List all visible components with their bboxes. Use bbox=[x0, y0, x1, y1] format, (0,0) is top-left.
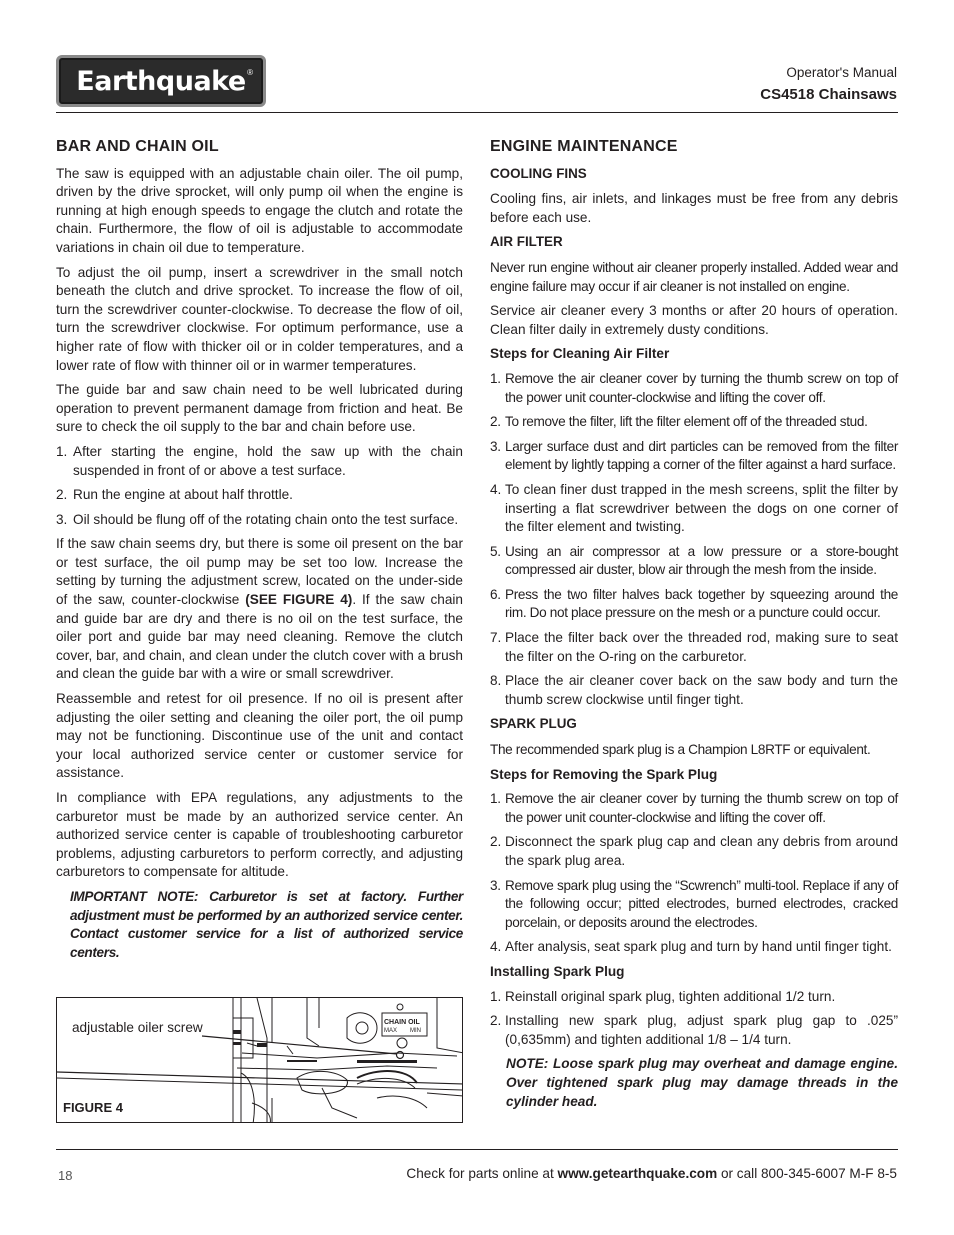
step-text: Place the filter back over the threaded rod, making sure to seat the filter on the O-ring on the carburetor. bbox=[505, 630, 898, 664]
step-text: Reinstall original spark plug, tighten additional 1/2 turn. bbox=[505, 988, 836, 1004]
step-number: 3. bbox=[490, 877, 501, 893]
paragraph: Service air cleaner every 3 months or after 20 hours of operation. Clean filter daily in extremely dusty conditions. bbox=[490, 303, 898, 337]
cooling-fins-heading: COOLING FINS bbox=[490, 165, 587, 181]
step-text: To clean finer dust trapped in the mesh screens, split the filter by inserting a flat screwdriver between the dogs on one corner of the filter element and twisting. bbox=[505, 481, 898, 535]
paragraph: The saw is equipped with an adjustable chain oiler. The oil pump, driven by the drive sprocket, will only pump oil when the engine is running at high enough speeds to engage the clutch and rotate the chain. Furthermore, the flow of oil is adjustable to accommodate variations in chain oil due to temperature. bbox=[56, 165, 463, 255]
step-text: After analysis, seat spark plug and turn by hand until finger tight. bbox=[505, 939, 892, 955]
decal-min: MIN bbox=[410, 1028, 421, 1034]
bar-chain-oil-heading: BAR AND CHAIN OIL bbox=[56, 138, 219, 155]
decal-max: MAX bbox=[384, 1028, 398, 1034]
footer-contact bbox=[406, 1166, 897, 1181]
list-item bbox=[56, 511, 463, 530]
list-item bbox=[490, 877, 898, 933]
step-text: Oil should be flung off of the rotating chain onto the test surface. bbox=[73, 511, 459, 527]
step-number: 3. bbox=[56, 511, 68, 527]
step-number: 2. bbox=[490, 1013, 502, 1029]
list-item bbox=[56, 486, 463, 505]
paragraph: The recommended spark plug is a Champion L8RTF or equivalent. bbox=[490, 742, 871, 758]
list-item bbox=[490, 370, 898, 407]
paragraph: The guide bar and saw chain need to be well lubricated during operation to prevent permanent damage from friction and heat. Be sure to check the oil supply to the bar and chain before use. bbox=[56, 382, 463, 435]
figure-4 bbox=[56, 997, 463, 1123]
step-text: Remove the air cleaner cover by turning the thumb screw on top of the power unit counter-clockwise and lifting the cover off. bbox=[505, 791, 898, 825]
logo-registered-mark: ® bbox=[247, 68, 253, 77]
air-filter-steps bbox=[490, 370, 898, 710]
list-item bbox=[490, 790, 898, 827]
website-link[interactable]: www.getearthquake.com bbox=[557, 1166, 718, 1181]
list-item bbox=[490, 988, 898, 1007]
step-number: 4. bbox=[490, 939, 502, 955]
step-text: Press the two filter halves back together by squeezing around the rim. Do not place pressure on the mesh or a puncture could occur. bbox=[505, 586, 898, 621]
step-number: 6. bbox=[490, 586, 501, 602]
list-item bbox=[490, 1012, 898, 1049]
step-text: Installing new spark plug, adjust spark plug gap to .025” (0,635mm) and tighten additional 1/8 – 1/4 turn. bbox=[505, 1013, 898, 1047]
step-number: 2. bbox=[490, 414, 501, 430]
footer-divider bbox=[56, 1149, 898, 1150]
step-number: 1. bbox=[490, 988, 502, 1004]
earthquake-logo bbox=[56, 55, 266, 107]
list-item bbox=[490, 672, 898, 709]
list-item bbox=[490, 938, 898, 957]
header-divider bbox=[56, 112, 898, 113]
step-text: Run the engine at about half throttle. bbox=[73, 487, 293, 503]
step-text: After starting the engine, hold the saw up with the chain suspended in front of or above a test surface. bbox=[73, 443, 463, 478]
install-steps bbox=[490, 988, 898, 1050]
removing-steps-heading: Steps for Removing the Spark Plug bbox=[490, 766, 718, 782]
list-item bbox=[490, 481, 898, 537]
important-note: IMPORTANT NOTE: Carburetor is set at factory. Further adjustment must be performed by an authorized service center. Contact customer service for a list of authorized service centers. bbox=[70, 888, 463, 960]
right-column bbox=[490, 138, 898, 1111]
step-number: 2. bbox=[56, 487, 68, 503]
step-number: 3. bbox=[490, 438, 501, 454]
oiler-screw-marker bbox=[397, 1052, 404, 1059]
air-filter-heading: AIR FILTER bbox=[490, 234, 563, 250]
step-text: Place the air cleaner cover back on the saw body and turn the thumb screw clockwise until finger tight. bbox=[505, 673, 898, 707]
manual-subtitle: Operator's Manual bbox=[786, 65, 897, 80]
list-item bbox=[56, 443, 463, 480]
paragraph: Cooling fins, air inlets, and linkages must be free from any debris before each use. bbox=[490, 191, 898, 225]
step-text: Remove spark plug using the “Scwrench” multi-tool. Replace if any of the following occur; pitted electrodes, burned electrodes, cracked porcelain, or deposits around the electrodes. bbox=[505, 877, 898, 930]
text-run: If the saw chain seems dry, but there is some oil present on the bar or test surface, the oil pump may be set too low. Increase the setting by turning the adjustment screw, located on the under-side of the saw, counter-clockwise bbox=[56, 536, 463, 608]
page-number: 18 bbox=[58, 1168, 73, 1183]
step-text: Remove the air cleaner cover by turning the thumb screw on top of the power unit counter-clockwise and lifting the cover off. bbox=[505, 370, 898, 405]
step-text: Larger surface dust and dirt particles can be removed from the filter element by lightly tapping a corner of the filter against a hard surface. bbox=[505, 438, 898, 473]
step-number: 2. bbox=[490, 834, 502, 850]
step-text: Disconnect the spark plug cap and clean any debris from around the spark plug area. bbox=[505, 834, 898, 868]
engine-maintenance-heading: ENGINE MAINTENANCE bbox=[490, 138, 678, 155]
left-column bbox=[56, 138, 463, 962]
paragraph: To adjust the oil pump, insert a screwdriver in the small notch beneath the clutch and drive sprocket. To increase the flow of oil, turn the screwdriver counter-clockwise. To decrease the flow of oil, turn the screwdriver clockwise. For optimum performance, use a higher rate of flow with thicker oil or in colder temperatures, and a lower rate of flow with thinner oil or in warmer temperatures. bbox=[56, 264, 463, 373]
paragraph bbox=[56, 535, 463, 684]
oiler-screw-label: adjustable oiler screw bbox=[72, 1020, 203, 1035]
decal-chain-oil: CHAIN OIL bbox=[384, 1019, 420, 1026]
figure-caption: FIGURE 4 bbox=[63, 1100, 123, 1115]
spark-plug-heading: SPARK PLUG bbox=[490, 716, 577, 732]
paragraph: Never run engine without air cleaner properly installed. Added wear and engine failure may occur if air cleaner is not installed on engine. bbox=[490, 259, 898, 294]
footer-text: Check for parts online at bbox=[406, 1166, 558, 1181]
spark-plug-steps bbox=[490, 790, 898, 957]
spark-plug-note: NOTE: Loose spark plug may overheat and damage engine. Over tightened spark plug may damage threads in the cylinder head. bbox=[506, 1056, 898, 1109]
logo-text: Earthquake bbox=[76, 65, 246, 97]
step-number: 4. bbox=[490, 481, 502, 497]
oil-test-steps bbox=[56, 443, 463, 529]
step-number: 8. bbox=[490, 673, 502, 689]
step-text: To remove the filter, lift the filter element off of the threaded stud. bbox=[505, 414, 868, 430]
leader-line bbox=[202, 1036, 397, 1054]
step-number: 1. bbox=[490, 791, 501, 807]
list-item bbox=[490, 586, 898, 623]
manual-title: CS4518 Chainsaws bbox=[760, 86, 897, 103]
cleaning-steps-heading: Steps for Cleaning Air Filter bbox=[490, 346, 670, 362]
list-item bbox=[490, 438, 898, 475]
paragraph: In compliance with EPA regulations, any adjustments to the carburetor must be made by an authorized service center. An authorized service center is capable of troubleshooting carburetor problems, adjusting carburetors to perform correctly, and adjusting carburetors to compensate for altitude. bbox=[56, 790, 463, 880]
step-number: 1. bbox=[490, 370, 501, 386]
step-number: 1. bbox=[56, 443, 68, 459]
list-item bbox=[490, 833, 898, 870]
figure-reference: (SEE FIGURE 4) bbox=[245, 592, 353, 608]
list-item bbox=[490, 413, 898, 432]
paragraph: Reassemble and retest for oil presence. If no oil is present after adjusting the oiler setting and cleaning the oiler port, the oil pump may not be functioning. Discontinue use of the unit and contact your local authorized service center or customer service for assistance. bbox=[56, 691, 463, 781]
footer-text: or call 800-345-6007 M-F 8-5 bbox=[717, 1166, 897, 1181]
step-number: 5. bbox=[490, 543, 501, 559]
list-item bbox=[490, 543, 898, 580]
step-text: Using an air compressor at a low pressure or a store-bought compressed air duster, blow air through the mesh from the inside. bbox=[505, 543, 898, 578]
text-run: . If the saw chain and guide bar are dry and there is no oil on the test surface, the oiler port and guide bar may need cleaning. Remove the clutch cover, bar, and chain, and clean under the clutch cover with a brush and clean the guide bar with a wire or small screwdriver. bbox=[56, 592, 463, 682]
step-number: 7. bbox=[490, 630, 502, 646]
list-item bbox=[490, 629, 898, 666]
installing-heading: Installing Spark Plug bbox=[490, 963, 625, 979]
